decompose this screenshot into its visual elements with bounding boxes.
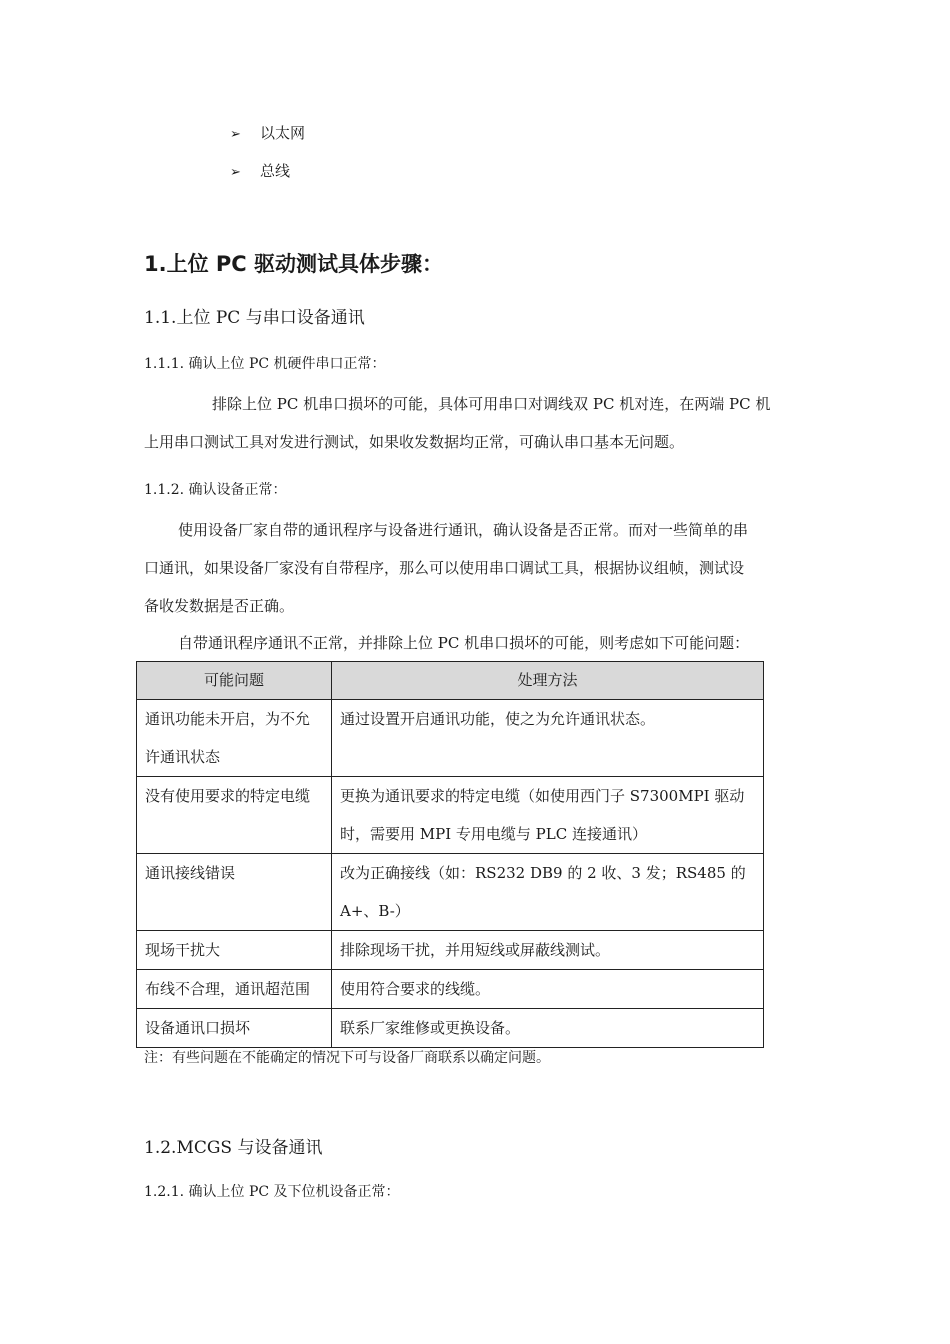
cell-solution: 改为正确接线（如：RS232 DB9 的 2 收、3 发；RS485 的 A+、B-） [332,854,764,931]
table-header-row [137,662,764,700]
bullet-text: 总线 [260,162,291,180]
paragraph-line: 排除上位 PC 机串口损坏的可能，具体可用串口对调线双 PC 机对连，在两端 PC 机 [212,395,771,413]
paragraph-line: 上用串口测试工具对发进行测试，如果收发数据均正常，可确认串口基本无问题。 [144,433,685,451]
table-row [137,970,764,1009]
cell-solution: 使用符合要求的线缆。 [332,970,764,1009]
table-row [137,777,764,854]
heading-1-2: 1.2.MCGS 与设备通讯 [144,1138,323,1158]
issues-table [136,661,764,1048]
paragraph-line: 备收发数据是否正确。 [144,597,295,615]
cell-problem: 现场干扰大 [137,931,332,970]
heading-1: 1.上位 PC 驱动测试具体步骤： [144,252,444,276]
table-row [137,854,764,931]
heading-1-1: 1.1.上位 PC 与串口设备通讯 [144,308,365,328]
table-row [137,1009,764,1048]
column-header-problem: 可能问题 [137,662,332,700]
cell-solution: 通过设置开启通讯功能，使之为允许通讯状态。 [332,700,764,777]
cell-problem: 通讯接线错误 [137,854,332,931]
table-note: 注：有些问题在不能确定的情况下可与设备厂商联系以确定问题。 [144,1050,550,1066]
cell-solution: 排除现场干扰，并用短线或屏蔽线测试。 [332,931,764,970]
table-row [137,700,764,777]
bullet-text: 以太网 [260,124,306,142]
cell-solution: 更换为通讯要求的特定电缆（如使用西门子 S7300MPI 驱动时，需要用 MPI 专用电缆与 PLC 连接通讯） [332,777,764,854]
paragraph-line: 口通讯，如果设备厂家没有自带程序，那么可以使用串口调试工具，根据协议组帧，测试设 [144,559,745,577]
cell-problem: 布线不合理，通讯超范围 [137,970,332,1009]
heading-1-1-2: 1.1.2. 确认设备正常： [144,482,287,498]
cell-problem: 通讯功能未开启，为不允许通讯状态 [137,700,332,777]
table-row [137,931,764,970]
arrow-bullet-icon: ➢ [230,165,241,180]
bullet-item [230,160,290,181]
cell-solution: 联系厂家维修或更换设备。 [332,1009,764,1048]
column-header-solution: 处理方法 [332,662,764,700]
bullet-item [230,122,305,143]
cell-problem: 设备通讯口损坏 [137,1009,332,1048]
arrow-bullet-icon: ➢ [230,127,241,142]
heading-1-2-1: 1.2.1. 确认上位 PC 及下位机设备正常： [144,1184,400,1200]
paragraph-line: 自带通讯程序通讯不正常，并排除上位 PC 机串口损坏的可能，则考虑如下可能问题： [178,634,750,652]
paragraph-line: 使用设备厂家自带的通讯程序与设备进行通讯，确认设备是否正常。而对一些简单的串 [178,521,749,539]
heading-1-1-1: 1.1.1. 确认上位 PC 机硬件串口正常： [144,356,386,372]
cell-problem: 没有使用要求的特定电缆 [137,777,332,854]
